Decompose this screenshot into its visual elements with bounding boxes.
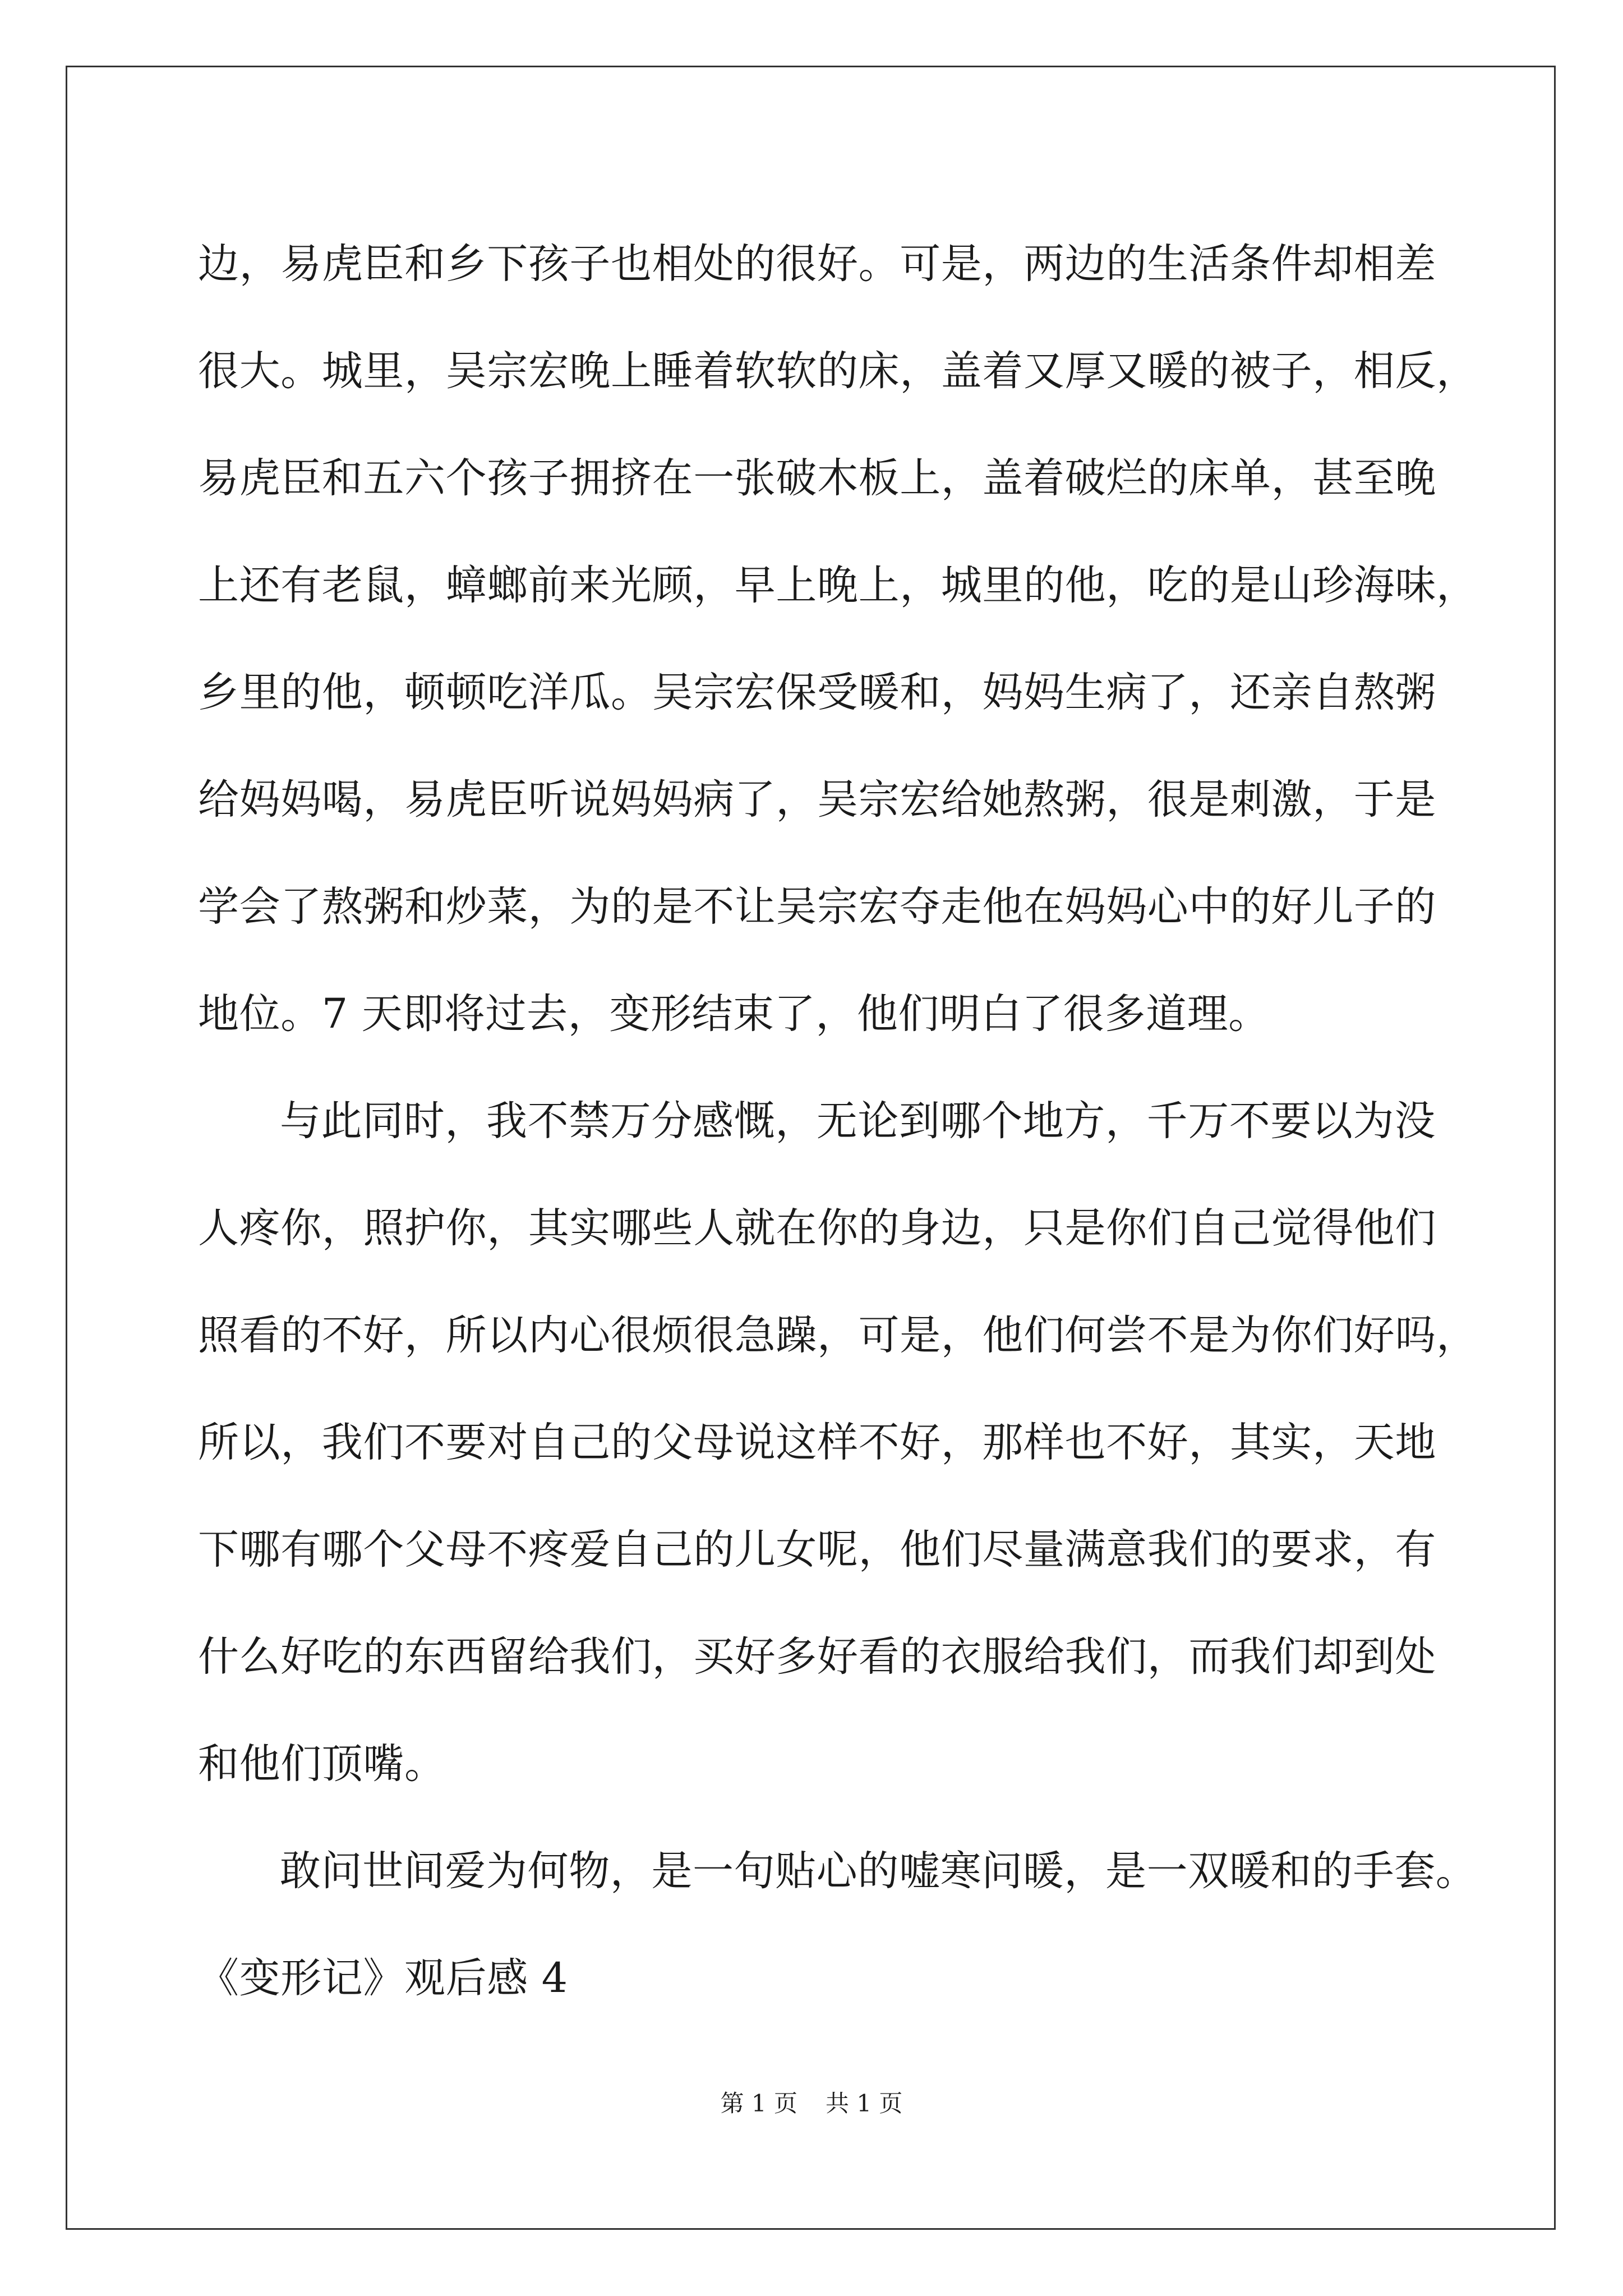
text-line: 下哪有哪个父母不疼爱自己的儿女呢，他们尽量满意我们的要求，有 — [198, 1526, 1436, 1573]
paragraph-2 — [198, 1068, 1482, 1818]
text-line: 乡里的他，顿顿吃洋瓜。吴宗宏保受暖和，妈妈生病了，还亲自熬粥 — [198, 669, 1436, 716]
paragraph-1 — [198, 210, 1482, 1068]
heading-text: 《变形记》观后感 4 — [198, 1954, 568, 2002]
page-number: 第 1 页 — [720, 2090, 797, 2117]
page-footer — [0, 2087, 1623, 2120]
text-line: 给妈妈喝，易虎臣听说妈妈病了，吴宗宏给她熬粥，很是刺激，于是 — [198, 776, 1436, 823]
paragraph-3 — [198, 1818, 1482, 1925]
text-line: 所以，我们不要对自己的父母说这样不好，那样也不好，其实，天地 — [198, 1419, 1436, 1466]
text-line: 人疼你，照护你，其实哪些人就在你的身边，只是你们自己觉得他们 — [198, 1204, 1436, 1252]
text-line: 边，易虎臣和乡下孩子也相处的很好。可是，两边的生活条件却相差 — [198, 240, 1436, 288]
text-line: 上还有老鼠，蟑螂前来光顾，早上晚上，城里的他，吃的是山珍海味， — [198, 562, 1478, 609]
text-line: 易虎臣和五六个孩子拥挤在一张破木板上，盖着破烂的床单，甚至晚 — [198, 454, 1436, 502]
text-line: 什么好吃的东西留给我们，买好多好看的衣服给我们，而我们却到处 — [198, 1633, 1436, 1681]
text-line: 很大。城里，吴宗宏晚上睡着软软的床，盖着又厚又暖的被子，相反， — [198, 347, 1478, 395]
text-line: 与此同时，我不禁万分感慨，无论到哪个地方，千万不要以为没 — [280, 1097, 1436, 1145]
text-line: 地位。7 天即将过去，变形结束了，他们明白了很多道理。 — [198, 990, 1270, 1038]
text-line: 学会了熬粥和炒菜，为的是不让吴宗宏夺走他在妈妈心中的好儿子的 — [198, 883, 1436, 931]
document-body — [198, 210, 1482, 2032]
page-total: 共 1 页 — [826, 2090, 903, 2117]
text-line: 照看的不好，所以内心很烦很急躁，可是，他们何尝不是为你们好吗， — [198, 1312, 1478, 1359]
text-line: 敢问世间爱为何物，是一句贴心的嘘寒问暖，是一双暖和的手套。 — [280, 1847, 1477, 1895]
text-line: 和他们顶嘴。 — [198, 1740, 446, 1788]
section-heading — [198, 1925, 1482, 2032]
